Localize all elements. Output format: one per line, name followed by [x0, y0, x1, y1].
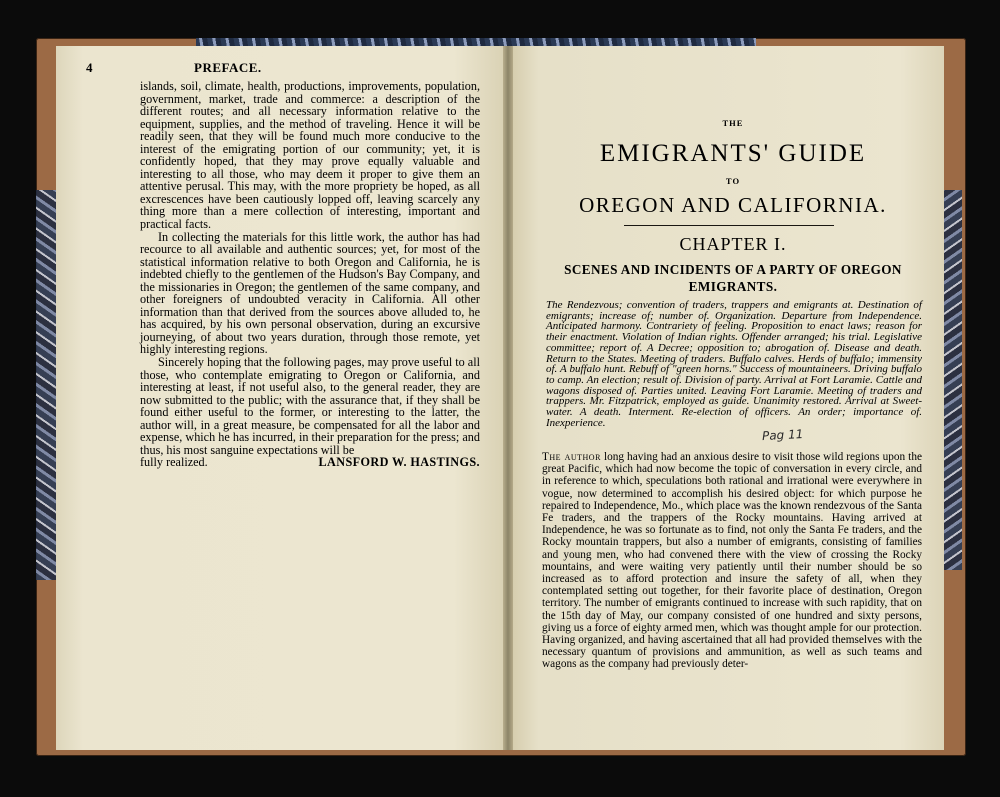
- book-title-line-1: EMIGRANTS' GUIDE: [599, 140, 867, 167]
- preface-paragraph-1: islands, soil, climate, health, productions, improvements, population, government, market, trade and commerce: a description of the different routes; and all necessary information relative to the equipment, supplies, and the method of traveling. Hence it will be readily seen, that they will be found much more conducive to the interest of the emigrating portion of our community; yet, it is confidently hoped, that they may prove equally valuable and interesting to all those, who may deem it proper to give them an attentive perusal. This may, with the more propriety be hoped, as all excrescences have been cautiously lopped off, leaving scarcely any thing more than a mere collection of interesting, important and practical facts.: [140, 79, 480, 232]
- title-to: TO: [725, 176, 741, 186]
- marbled-edge-right: [944, 190, 962, 570]
- body-text: long having had an anxious desire to visit those wild regions upon the great Pacific, which had now become the topic of conversation in every circle, and in reference to which, speculations both rational and irrational were everywhere in vogue, now determined to accomplish his desired object: for which purpose he repaired to Independence, Mo., which place was the known rendezvous of the Santa Fe traders, and the trappers of the Rocky mountains. Having arrived at Independence, he was so fortunate as to find, not only the Santa Fe traders, and the Rocky mountain trappers, but also a number of emigrants, consisting of families and young men, who had convened there with the view of crossing the Rocky mountains, and were waiting very patiently until their number should be so increased as to afford protection and insure the safety of all, when they contemplated setting out together, for their favorite place of destination, Oregon territory. The number of emigrants continued to increase with such rapidity, that on the 15th day of May, our company consisted of one hundred and sixty persons, giving us a force of eighty armed men, which was thought ample for our protection. Having organized, and having ascertained that all had provided themselves with the necessary quantum of provisions and ammunition, as well as such teams and wagons as the company had previously deter-: [542, 451, 922, 671]
- page-number: 4: [86, 60, 93, 75]
- title-the: THE: [722, 118, 744, 128]
- author-signature: LANSFORD W. HASTINGS.: [318, 455, 480, 470]
- handwritten-note: Pag 11: [761, 426, 804, 444]
- chapter-synopsis: The Rendezvous; convention of traders, trappers and emigrants at. Destination of emigrants; increase of; number of. Organization. Departure from Independence. Anticipated harmony. Contrariety of feeling. Proposition to enact laws; reason for their enactment. Violation of Indian rights. Offender arranged; his trial. Legislative committee; report of. A Decree; opposition to; abrogation of. Disease and death. Return to the States. Meeting of traders. Buffalo calves. Herds of buffalo; immensity of. A buffalo hunt. Rebuff of "green horns." Success of mountaineers. Driving buffalo to camp. An election; result of. Division of party. Arrival at Fort Laramie. Cattle and wagons disposed of. Parties united. Leaving Fort Laramie. Meeting of traders and trappers. Mr. Fitzpatrick, employed as guide. Unanimity restored. Arrival at Sweet-water. A death. Interment. Re-election of officers. An order; importance of. Inexperience.: [546, 299, 922, 429]
- preface-paragraph-3: Sincerely hoping that the following pages, may prove useful to all those, who contemplate emigrating to Oregon or California, and interesting at least, if not useful also, to the general reader, they are now submitted to the public; with the assurance that, if they shall be found either useful to the former, or interesting to the latter, the author will, in a great measure, be compensated for all the labor and expense, which he has incurred, in their preparation for the press; and thus, his most sanguine expectations will be: [140, 355, 480, 457]
- running-head-title: PREFACE.: [194, 60, 262, 75]
- book-title-line-2: OREGON AND CALIFORNIA.: [579, 193, 887, 217]
- chapter-heading: CHAPTER I.: [679, 234, 787, 254]
- body-lead-words: The author: [542, 451, 601, 463]
- closing-words: fully realized.: [140, 455, 208, 470]
- book-gutter: [503, 46, 513, 750]
- signature-line: [140, 456, 480, 469]
- preface-paragraph-2: In collecting the materials for this little work, the author has had recource to all available and authentic sources; yet, for most of the statistical information relative to both Oregon and California, he is indebted chiefly to the gentlemen of the Hudson's Bay Company, and the missionaries in Oregon; the gentlemen of the same company, and other foreigners of undoubted veracity in California. All other information than that derived from the sources above alluded to, he has acquired, by his own personal observation, during an excursive journeying, of about two years duration, through those remote, yet highly interesting regions.: [140, 229, 480, 357]
- title-rule: [624, 225, 834, 226]
- chapter-body-text: [542, 451, 922, 671]
- chapter-title: SCENES AND INCIDENTS OF A PARTY OF OREGON EMIGRANTS.: [564, 262, 902, 294]
- preface-text: [140, 80, 480, 469]
- marbled-edge-left: [36, 190, 58, 580]
